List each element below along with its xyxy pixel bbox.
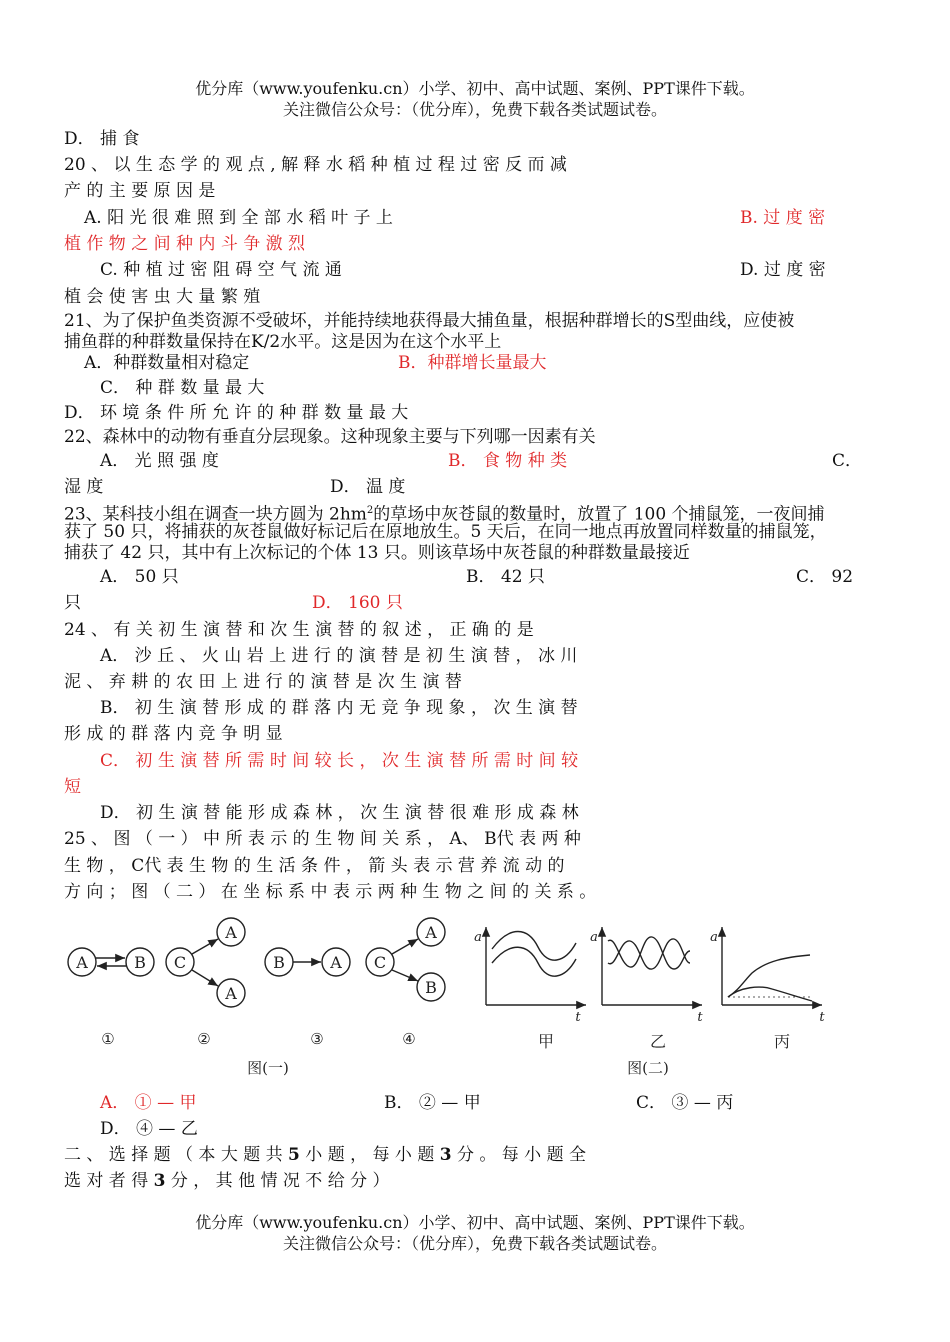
q24-option-b-1: B． 初 生 演 替 形 成 的 群 落 内 无 竞 争 现 象 ， 次 生 演 替	[100, 698, 578, 718]
fig1-caption: 图(一)	[247, 1059, 289, 1077]
q22-option-c-1: C．	[832, 451, 863, 471]
q24-option-c-2: 短	[64, 777, 81, 797]
q25-option-c: C． ③ — 丙	[636, 1093, 734, 1113]
q22-option-d: D． 温 度	[330, 477, 406, 497]
q23-option-c-2: 只	[64, 593, 81, 613]
q24-option-c-1: C． 初 生 演 替 所 需 时 间 较 长 ， 次 生 演 替 所 需 时 间 较	[100, 751, 579, 771]
q20-option-d-2: 植 会 使 害 虫 大 量 繁 殖	[64, 287, 261, 307]
q22-option-b: B． 食 物 种 类	[448, 451, 568, 471]
q25-option-a: A． ① — 甲	[100, 1093, 197, 1113]
q20-stem-1: 20 、 以 生 态 学 的 观 点 , 解 释 水 稻 种 植 过 程 过 密 反 而 减	[64, 155, 567, 175]
fig1-label-a-2b: A	[225, 984, 237, 1003]
q22-option-c-2: 湿 度	[64, 477, 104, 497]
fig1-label-b-4: B	[425, 978, 437, 997]
fig2-axis-t-1: t	[575, 1010, 581, 1025]
fig1-label-a-4: A	[425, 923, 437, 942]
fig2-axis-a-1: a	[474, 930, 482, 945]
q25-stem-3: 方 向 ； 图 （ 二 ） 在 坐 标 系 中 表 示 两 种 生 物 之 间 的 关 系 。	[64, 882, 597, 902]
section2-line-2: 选 对 者 得 3 分 ， 其 他 情 况 不 给 分 ）	[64, 1171, 390, 1191]
fig1-num-3: ③	[310, 1030, 324, 1048]
q20-option-b-2: 植 作 物 之 间 种 内 斗 争 激 烈	[64, 234, 306, 254]
q25-stem-1: 25 、 图 （ 一 ） 中 所 表 示 的 生 物 间 关 系 ， A、 B代 表 两 种	[64, 829, 581, 849]
q24-option-d: D． 初 生 演 替 能 形 成 森 林 ， 次 生 演 替 很 难 形 成 森 林	[100, 803, 579, 823]
q22-option-a: A． 光 照 强 度	[100, 451, 219, 471]
fig1-label-c-2: C	[173, 953, 187, 972]
q23-option-b: B． 42 只	[466, 567, 545, 587]
fig2-axis-t-3: t	[819, 1010, 825, 1025]
q24-option-b-2: 形 成 的 群 落 内 竞 争 明 显	[64, 724, 283, 744]
footer-line-1: 优分库（www.youfenku.cn）小学、初中、高中试题、案例、PPT课件下载。	[195, 1213, 755, 1232]
fig1-label-a-3: A	[330, 953, 342, 972]
fig2-caption: 图(二)	[627, 1059, 669, 1077]
q21-option-b: B．种群增长量最大	[398, 353, 547, 373]
q25-figures	[0, 905, 950, 1085]
q23-option-d: D． 160 只	[312, 593, 403, 613]
fig1-label-b-1: B	[134, 953, 146, 972]
q25-option-b: B． ② — 甲	[384, 1093, 481, 1113]
section2-line-1: 二 、 选 择 题 （ 本 大 题 共 5 小 题 ， 每 小 题 3 分 。 每 小 题 全	[64, 1145, 586, 1165]
q24-option-a-2: 泥 、 弃 耕 的 农 田 上 进 行 的 演 替 是 次 生 演 替	[64, 672, 462, 692]
fig1-label-b-3: B	[273, 953, 285, 972]
q21-option-d: D． 环 境 条 件 所 允 许 的 种 群 数 量 最 大	[64, 403, 409, 423]
fig2-panel-jia: 甲	[537, 1032, 555, 1051]
fig2-axis-a-3: a	[710, 930, 718, 945]
q20-option-d-1: D. 过 度 密	[740, 260, 826, 280]
fig1-label-c-4: C	[373, 953, 387, 972]
q25-stem-2: 生 物 ， C代 表 生 物 的 生 活 条 件 ， 箭 头 表 示 营 养 流 动 的	[64, 856, 565, 876]
q20-option-c: C. 种 植 过 密 阻 碍 空 气 流 通	[100, 260, 342, 280]
q19-option-d: D． 捕 食	[64, 129, 140, 149]
q20-option-b-1: B. 过 度 密	[740, 208, 826, 228]
fig2-axis-t-2: t	[697, 1010, 703, 1025]
q23-option-a: A． 50 只	[100, 567, 179, 587]
q21-option-c: C． 种 群 数 量 最 大	[100, 378, 265, 398]
q23-option-c-1: C． 92	[796, 567, 854, 587]
q25-option-d: D． ④ — 乙	[100, 1119, 198, 1139]
q20-option-a: A. 阳 光 很 难 照 到 全 部 水 稻 叶 子 上	[84, 208, 393, 228]
q21-option-a: A．种群数量相对稳定	[84, 353, 250, 373]
fig2-axis-a-2: a	[590, 930, 598, 945]
header-line-2: 关注微信公众号：（优分库），免费下载各类试题试卷。	[282, 100, 667, 119]
q23-stem-3: 捕获了 42 只，其中有上次标记的个体 13 只。则该草场中灰苍鼠的种群数量最接近	[64, 543, 690, 563]
q23-stem-1: 23、某科技小组在调查一块方圆为 $2hm^2$的草场中灰苍鼠的数量时，放置了 100 个捕鼠笼，一夜间捕	[64, 504, 825, 525]
header-line-1: 优分库（www.youfenku.cn）小学、初中、高中试题、案例、PPT课件下载。	[195, 79, 755, 98]
fig2-panel-bing: 丙	[773, 1032, 791, 1051]
q22-stem: 22、森林中的动物有垂直分层现象。这种现象主要与下列哪一因素有关	[64, 427, 596, 447]
q21-stem-1: 21、为了保护鱼类资源不受破坏，并能持续地获得最大捕鱼量，根据种群增长的S型曲线，应使被	[64, 311, 795, 331]
q24-stem: 24 、 有 关 初 生 演 替 和 次 生 演 替 的 叙 述 ， 正 确 的 是	[64, 620, 534, 640]
fig2-panel-yi: 乙	[649, 1032, 667, 1051]
footer-line-2: 关注微信公众号：（优分库），免费下载各类试题试卷。	[282, 1234, 667, 1253]
fig1-num-1: ①	[101, 1030, 115, 1048]
fig1-num-2: ②	[197, 1030, 211, 1048]
q21-stem-2: 捕鱼群的种群数量保持在K/2水平。这是因为在这个水平上	[64, 332, 502, 352]
fig1-num-4: ④	[402, 1030, 416, 1048]
q23-stem-2: 获了 50 只，将捕获的灰苍鼠做好标记后在原地放生。5 天后，在同一地点再放置同样数量的捕鼠笼，	[64, 522, 827, 542]
fig1-label-a-2a: A	[225, 923, 237, 942]
fig1-label-a-1: A	[76, 953, 88, 972]
q20-stem-2: 产 的 主 要 原 因 是	[64, 181, 216, 201]
q24-option-a-1: A． 沙 丘 、 火 山 岩 上 进 行 的 演 替 是 初 生 演 替 ， 冰 川	[100, 646, 578, 666]
